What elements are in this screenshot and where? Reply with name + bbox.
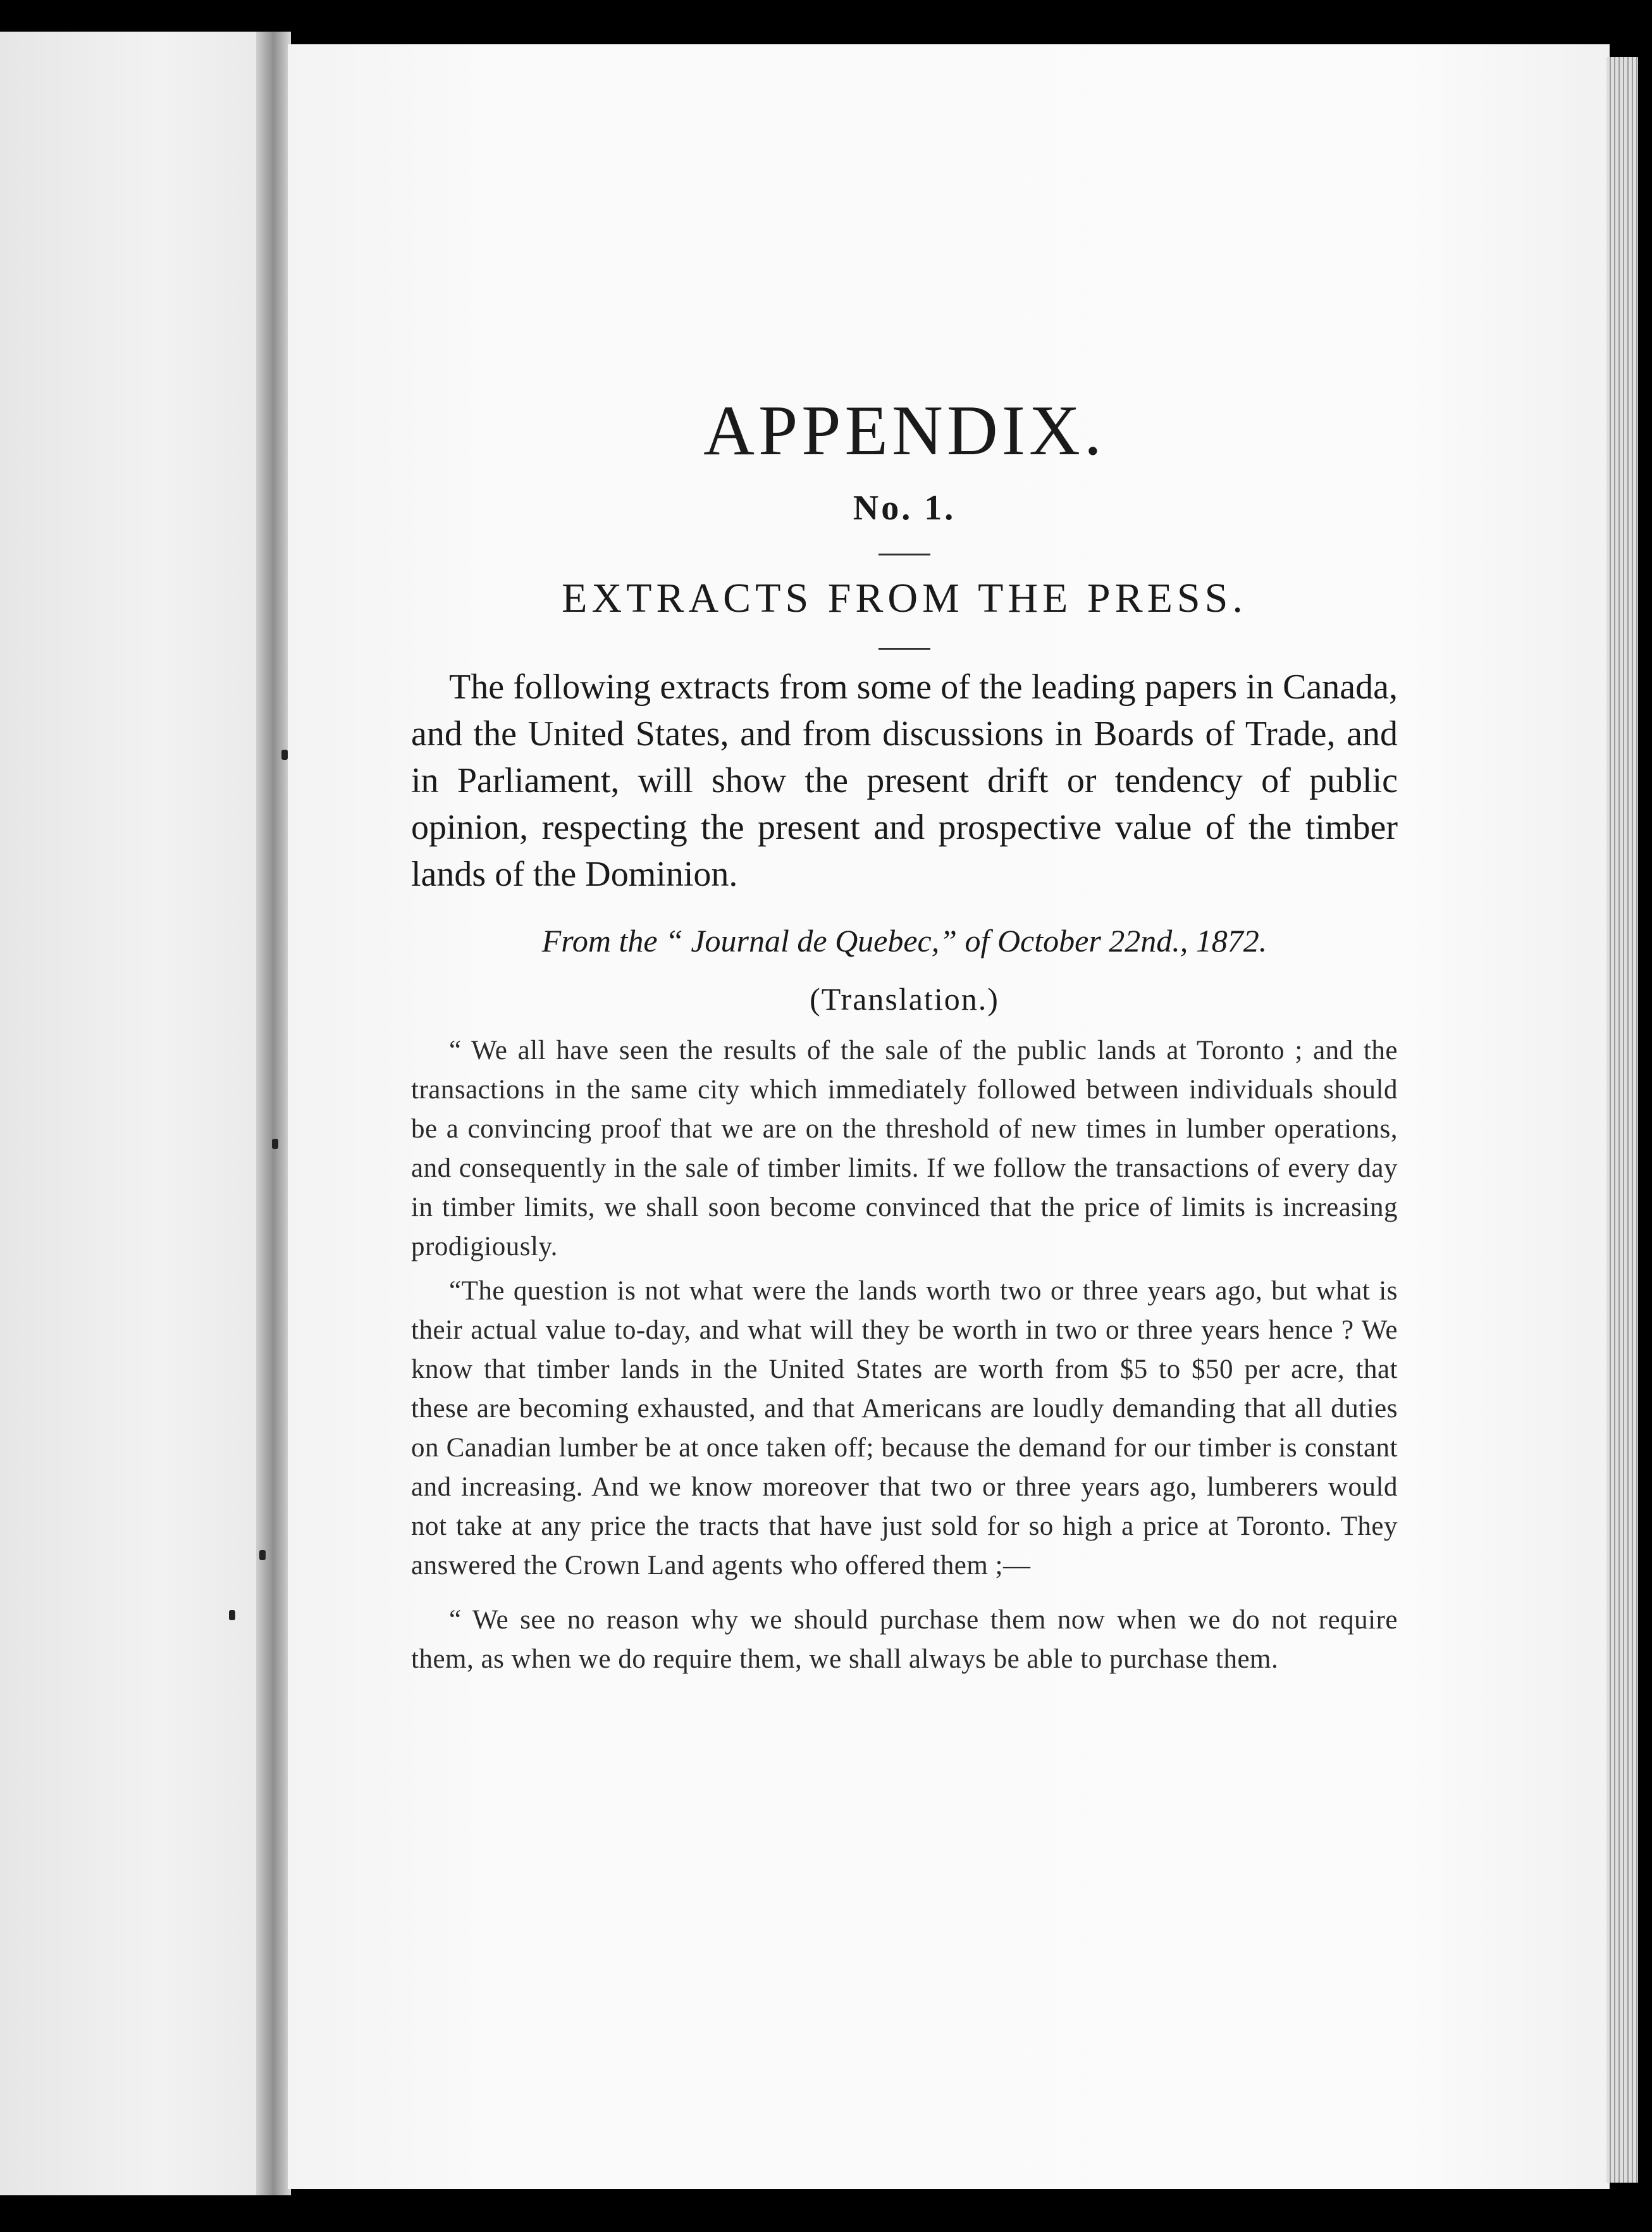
section-heading: EXTRACTS FROM THE PRESS. xyxy=(562,575,1247,622)
divider-rule xyxy=(878,648,930,650)
quote-paragraph: “ We all have seen the results of the sale of the public lands at Toronto ; and the transactions in the same city which immediately followed between individuals should be a convincing proof that we are on the threshold of new times in lumber operations, and consequently in the sale of timber limits. If we follow the transactions of every day in timber limits, we shall soon become convinced that the price of limits is increasing prodigiously. xyxy=(411,1036,1398,1262)
binding-hole xyxy=(281,750,288,760)
book-gutter xyxy=(256,32,291,2195)
left-page-blank xyxy=(0,32,266,2195)
quote-paragraph: “The question is not what were the lands worth two or three years ago, but what is their actual value to-day, and what will they be worth in two or three years hence ? We know that timber lands in the United States are worth from $5 to $50 per acre, that these are becoming exhausted, and that Americans are loudly demanding that all duties on Canadian lumber be at once taken off; because the demand for our timber is constant and increasing. And we know moreover that two or three years ago, lumberers would not take at any price the tracts that have just sold for so high a price at Toronto. They answered the Crown Land agents who offered them ;— xyxy=(411,1276,1398,1581)
page-title: APPENDIX. xyxy=(703,392,1106,470)
translation-note: (Translation.) xyxy=(810,981,999,1017)
quote-paragraph: “ We see no reason why we should purchase them now when we do not require them, as when we do require them, we shall always be able to purchase them. xyxy=(411,1605,1398,1675)
intro-paragraph: The following extracts from some of the leading papers in Canada, and the United States, and from discussions in Boards of Trade, and in Parliament, will show the present drift or tendency of public opinion, respecting the present and prospective value of the timber lands of the Dominion. xyxy=(411,667,1398,895)
binding-hole xyxy=(259,1550,266,1560)
page-edges xyxy=(1606,57,1638,2183)
appendix-number: No. 1. xyxy=(853,488,956,528)
binding-hole xyxy=(272,1139,278,1149)
binding-hole xyxy=(229,1610,235,1620)
divider-rule xyxy=(878,554,930,555)
source-citation: From the “ Journal de Quebec,” of October 22nd., 1872. xyxy=(541,923,1267,959)
page-content xyxy=(411,392,1398,1679)
